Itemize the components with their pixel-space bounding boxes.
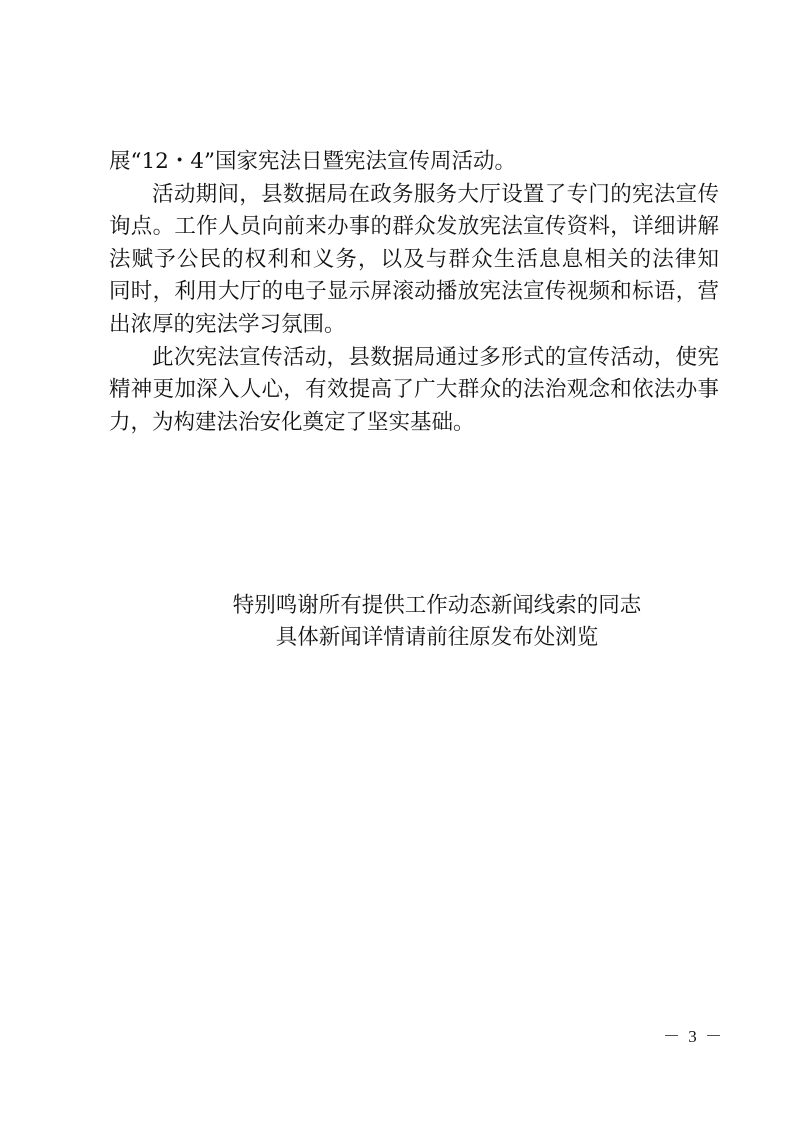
paragraph-2-line-4: 同时，利用大厅的电子显示屏滚动播放宪法宣传视频和标语，营 bbox=[109, 279, 719, 305]
acknowledgement-block bbox=[0, 590, 794, 654]
paragraph-3-line-2: 精神更加深入人心，有效提高了广大群众的法治观念和依法办事 bbox=[109, 377, 719, 403]
paragraph-2-line-1: 活动期间，县数据局在政务服务大厅设置了专门的宪法宣传 bbox=[152, 181, 719, 207]
paragraph-2-line-2: 询点。工作人员向前来办事的群众发放宪法宣传资料，详细讲解 bbox=[109, 214, 719, 240]
paragraph-2-line-3: 法赋予公民的权利和义务，以及与群众生活息息相关的法律知 bbox=[109, 246, 719, 272]
paragraph-3-line-1: 此次宪法宣传活动，县数据局通过多形式的宣传活动，使宪 bbox=[152, 344, 719, 370]
acknowledgement-line-2: 具体新闻详情请前往原发布处浏览 bbox=[275, 625, 599, 650]
page-number: － 3 － bbox=[663, 1027, 724, 1046]
paragraph-2-line-5: 出浓厚的宪法学习氛围。 bbox=[109, 311, 346, 337]
paragraph-continuation-line: 展“12・4”国家宪法日暨宪法宣传周活动。 bbox=[109, 149, 517, 174]
paragraph-3-line-3: 力，为构建法治安化奠定了坚实基础。 bbox=[109, 409, 475, 435]
acknowledgement-line-1: 特别鸣谢所有提供工作动态新闻线索的同志 bbox=[232, 593, 642, 618]
article-body bbox=[109, 146, 719, 439]
